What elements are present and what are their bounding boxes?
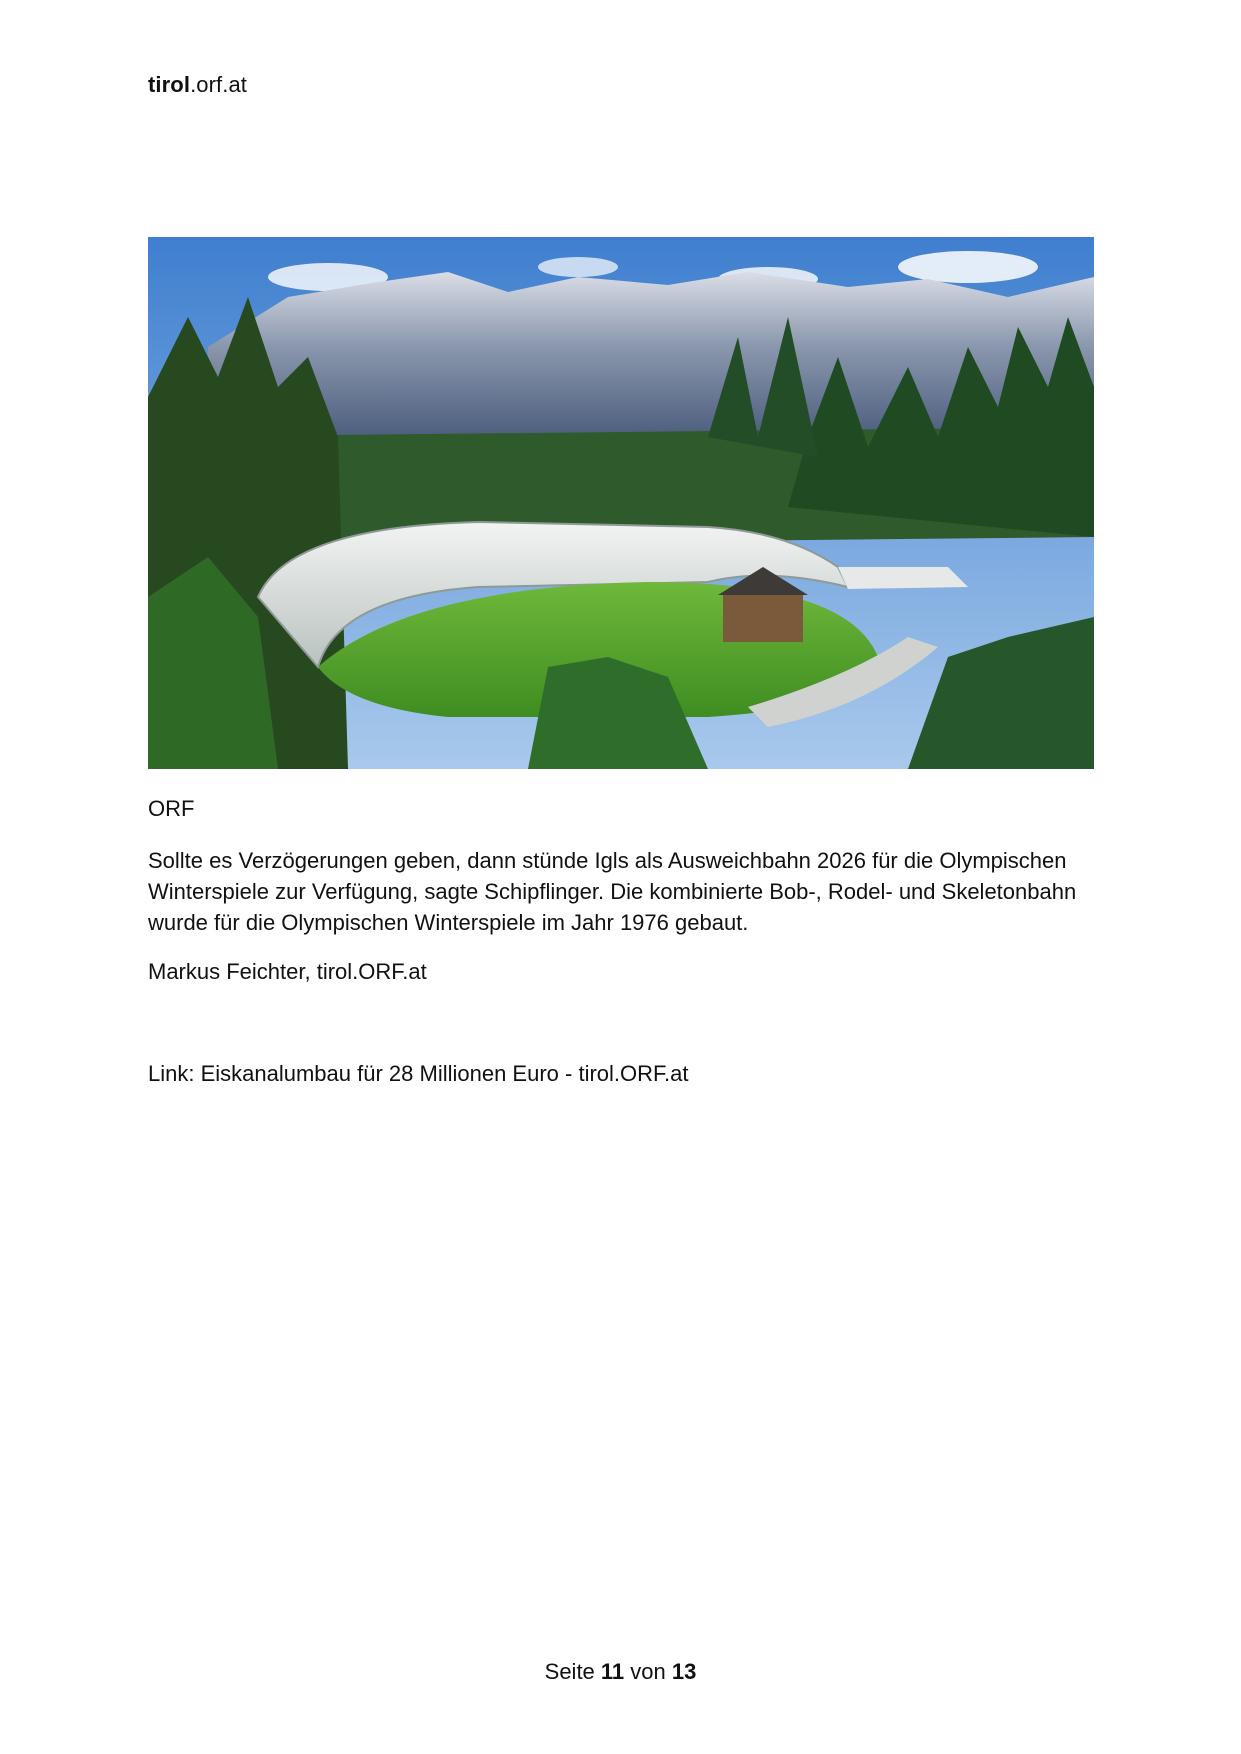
- photo-illustration: [148, 237, 1094, 769]
- bobsleigh-track-photo: [148, 237, 1094, 769]
- article-paragraph: Sollte es Verzögerungen geben, dann stünde Igls als Ausweichbahn 2026 für die Olympischen Winterspiele zur Verfügung, sagte Schipflinger. Die kombinierte Bob-, Rodel- und Skeletonbahn wurde für die Olympischen Winterspiele im Jahr 1976 gebaut.: [148, 848, 1077, 935]
- footer-total-pages: 13: [671, 1659, 697, 1684]
- header-brand-strong: tirol: [148, 72, 191, 97]
- footer-prefix: Seite: [544, 1659, 601, 1684]
- page-header: [148, 72, 247, 98]
- article-link-line: [148, 1061, 688, 1087]
- article-author: Markus Feichter, tirol.ORF.at: [148, 959, 427, 984]
- footer-current-page: 11: [600, 1659, 625, 1684]
- header-brand-rest: .orf.at: [190, 72, 248, 97]
- photo-caption: ORF: [148, 796, 195, 821]
- footer-separator: von: [624, 1659, 672, 1684]
- article-link[interactable]: Eiskanalumbau für 28 Millionen Euro - tirol.ORF.at: [200, 1061, 689, 1086]
- link-prefix: Link:: [148, 1061, 201, 1086]
- page-footer: [0, 1659, 1241, 1685]
